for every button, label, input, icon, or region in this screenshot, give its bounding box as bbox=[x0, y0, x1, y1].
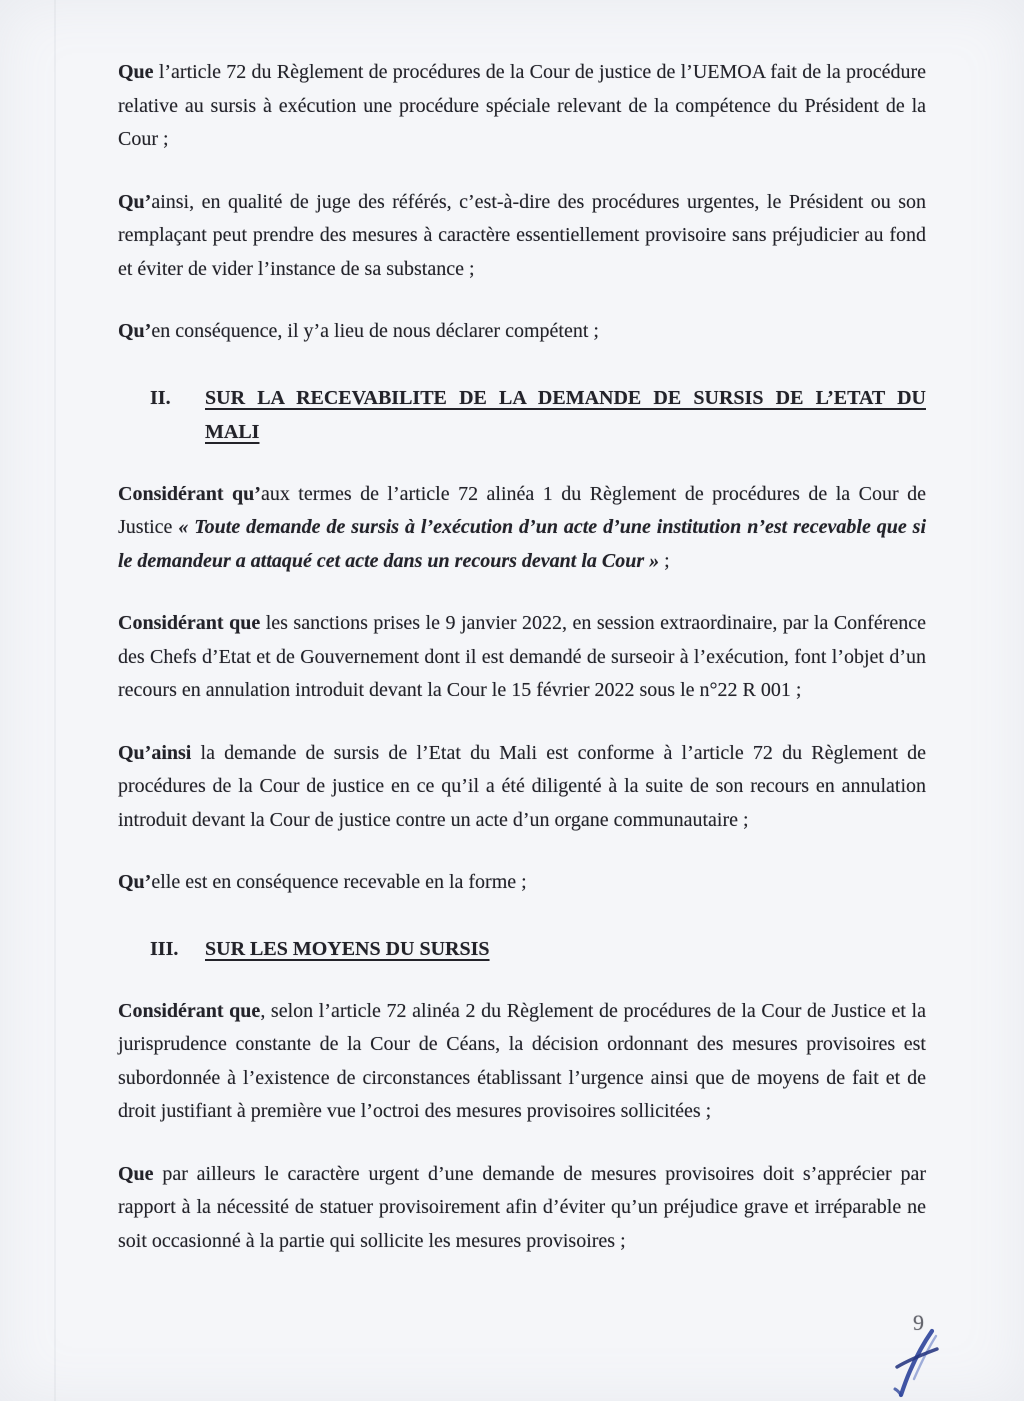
paragraph-lead: Qu’ bbox=[118, 871, 152, 893]
quoted-article-text: « Toute demande de sursis à l’exécution d’un acte d’une institution n’est recevable que si le demandeur a attaqué cet acte dans un recours devant la Cour » bbox=[118, 516, 927, 572]
paragraph-caractere-urgent bbox=[118, 1158, 926, 1259]
section-title bbox=[205, 381, 926, 449]
paragraph-text: les sanctions prises le 9 janvier 2022, en session extraordinaire, par la Conférence des Chefs d’Etat et de Gouvernement dont il est demandé de surseoir à l’exécution, font l’objet d’un recours en annulation introduit devant la Cour le 15 février 2022 sous le n°22 R 001 ; bbox=[118, 612, 926, 701]
paragraph-declaration-competence bbox=[118, 315, 926, 349]
paragraph-lead: Qu’ bbox=[118, 320, 152, 342]
paragraph-lead: Considérant que bbox=[118, 612, 261, 634]
paragraph-lead: Qu’ainsi bbox=[118, 741, 192, 764]
section-number: II. bbox=[150, 386, 171, 409]
paragraph-text: en conséquence, il y’a lieu de nous déclarer compétent ; bbox=[151, 320, 599, 342]
paragraph-recevable-en-la-forme bbox=[118, 866, 926, 900]
paragraph-text: aux termes de l’article 72 alinéa 1 du Règlement de procédures de la Cour de Justice bbox=[118, 482, 926, 538]
paragraph-lead: Qu’ bbox=[118, 190, 152, 213]
paragraph-text: , selon l’article 72 alinéa 2 du Règlement de procédures de la Cour de Justice et la jurisprudence constante de la Cour de Céans, la décision ordonnant des mesures provisoires est subordonnée à l’existence de circonstances établissant l’urgence ainsi que de moyens de fait et de droit justifiant à première vue l’octroi des mesures provisoires sollicitées ; bbox=[118, 999, 926, 1122]
section-title-line-1: SUR LA RECEVABILITE DE LA DEMANDE DE SURSIS DE L’ETAT DU bbox=[205, 386, 926, 409]
section-title-line-2: MALI bbox=[205, 420, 260, 443]
paragraph-article-72-competence bbox=[118, 56, 926, 157]
scan-fold-line bbox=[54, 0, 56, 1401]
paragraph-text: l’article 72 du Règlement de procédures de la Cour de justice de l’UEMOA fait de la procédure relative au sursis à exécution une procédure spéciale relevant de la compétence du Président de la Cour ; bbox=[118, 61, 926, 150]
section-title bbox=[205, 932, 926, 966]
paragraph-lead: Considérant qu’ bbox=[118, 482, 261, 505]
section-number: III. bbox=[150, 937, 179, 960]
section-heading-recevabilite bbox=[118, 381, 926, 449]
section-title-line-1: SUR LES MOYENS DU SURSIS bbox=[205, 937, 490, 960]
paragraph-lead: Que bbox=[118, 1162, 154, 1185]
paragraph-text: la demande de sursis de l’Etat du Mali est conforme à l’article 72 du Règlement de procédures de la Cour de justice en ce qu’il a été diligenté à la suite de son recours en annulation introduit devant la Cour de justice contre un acte d’un organe communautaire ; bbox=[118, 741, 926, 831]
paragraph-article-72-alinea-1-quote bbox=[118, 478, 926, 579]
page-number: 9 bbox=[913, 1310, 924, 1335]
paragraph-text: elle est en conséquence recevable en la forme ; bbox=[151, 871, 527, 893]
paragraph-lead: Considérant que bbox=[118, 999, 261, 1022]
paragraph-lead: Que bbox=[118, 61, 154, 83]
signature-paraph-icon bbox=[890, 1326, 944, 1398]
paragraph-text: par ailleurs le caractère urgent d’une demande de mesures provisoires doit s’apprécier par rapport à la nécessité de statuer provisoirement afin d’éviter qu’un préjudice grave et irréparable ne soit occasionné à la partie qui sollicite les mesures provisoires ; bbox=[118, 1162, 926, 1252]
paragraph-demande-conforme bbox=[118, 737, 926, 838]
paragraph-text-tail: ; bbox=[659, 549, 670, 572]
paragraph-sanctions-9-janvier bbox=[118, 607, 926, 708]
document-body bbox=[118, 56, 926, 1287]
paragraph-text: ainsi, en qualité de juge des référés, c’est-à-dire des procédures urgentes, le Président ou son remplaçant peut prendre des mesures à caractère essentiellement provisoire sans préjudicier au fond et éviter de vider l’instance de sa substance ; bbox=[118, 190, 926, 280]
paragraph-juge-des-referes bbox=[118, 186, 926, 287]
section-heading-moyens-du-sursis bbox=[118, 932, 926, 966]
paragraph-article-72-alinea-2 bbox=[118, 995, 926, 1129]
